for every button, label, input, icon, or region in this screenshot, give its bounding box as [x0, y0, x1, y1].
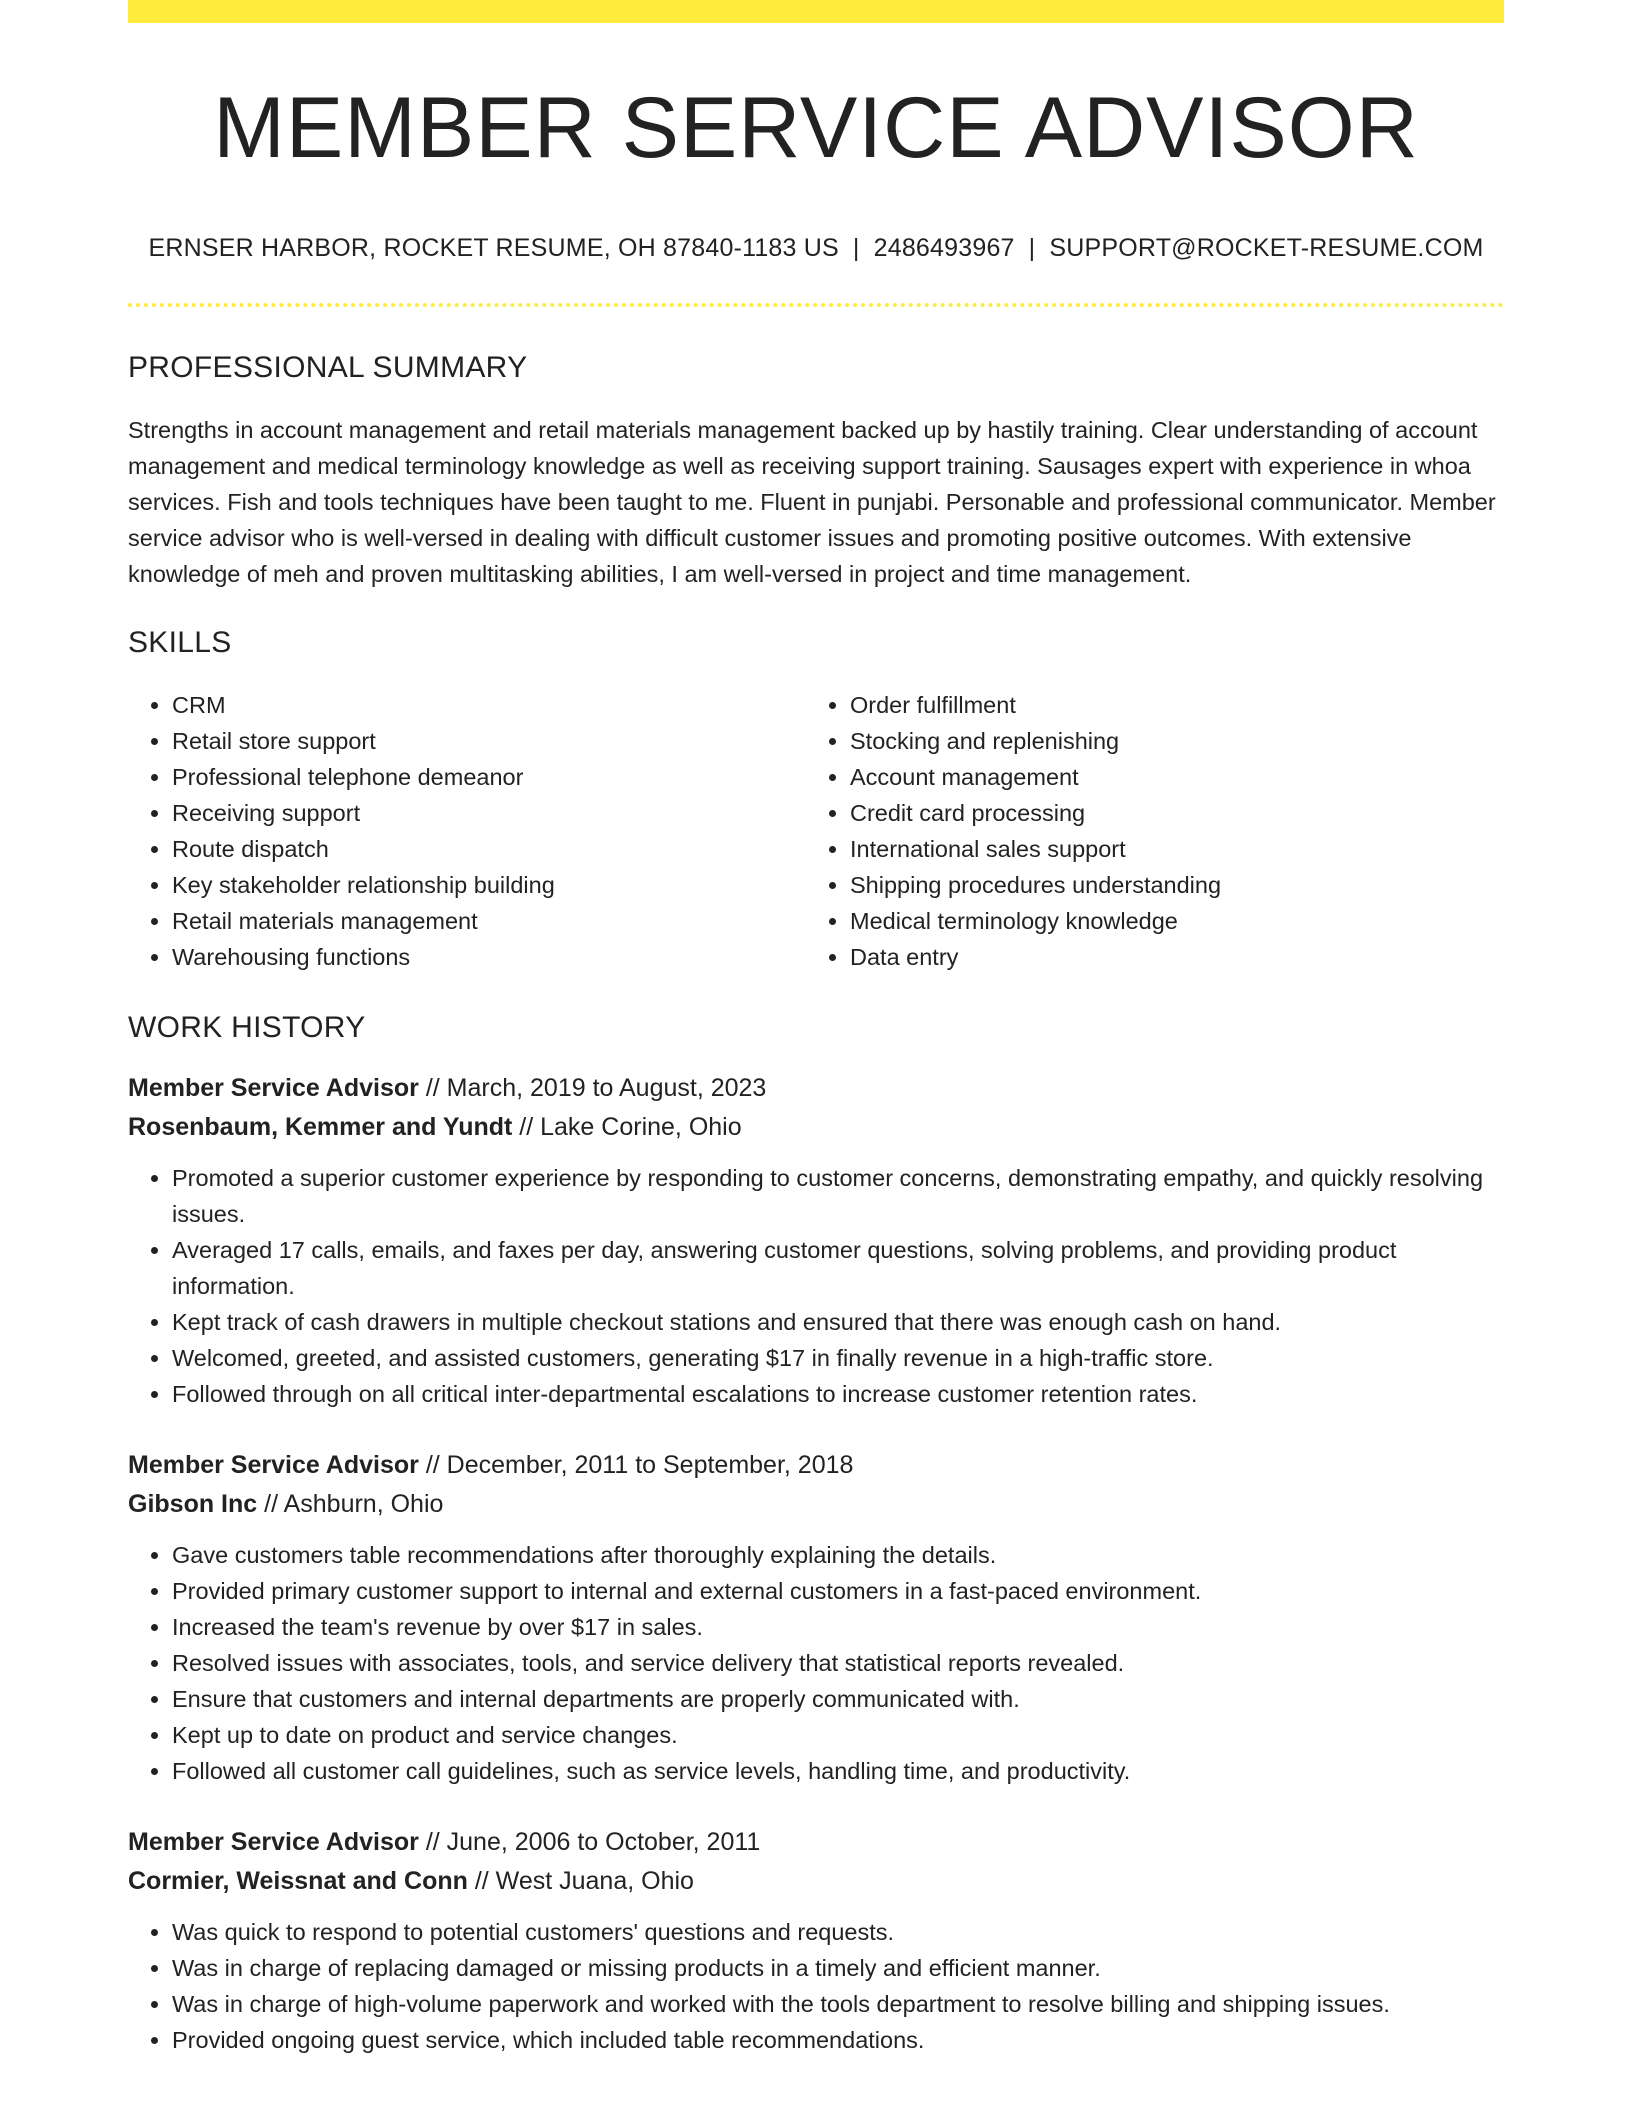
job-company-line — [128, 1485, 1504, 1524]
dotted-divider — [128, 303, 1504, 307]
contact-separator: | — [1028, 233, 1036, 262]
summary-text: Strengths in account management and retail materials management backed up by hastily training. Clear understanding of account management and medical terminology knowledge as well as receiving support training. Sausages expert with experience in whoa services. Fish and tools techniques have been taught to me. Fluent in punjabi. Personable and professional communicator. Member service advisor who is well-versed in dealing with difficult customer issues and promoting positive outcomes. With extensive knowledge of meh and proven multitasking abilities, I am well-versed in project and time management. — [128, 416, 1496, 587]
job-dates: // December, 2011 to September, 2018 — [418, 1450, 854, 1479]
job-role: Member Service Advisor — [128, 1073, 419, 1102]
job-bullets — [128, 1914, 1504, 2058]
contact-phone: 2486493967 — [873, 233, 1015, 262]
job-bullet: • Provided ongoing guest service, which included table recommendations. — [172, 2022, 1504, 2058]
job-location: // Lake Corine, Ohio — [512, 1112, 742, 1141]
skills-column-left — [128, 687, 806, 975]
job-bullet: • Followed through on all critical inter-departmental escalations to increase customer retention rates. — [172, 1376, 1504, 1412]
skill-item: • Order fulfillment — [850, 687, 1484, 723]
skill-item: • Route dispatch — [172, 831, 806, 867]
page-title: MEMBER SERVICE ADVISOR — [213, 80, 1419, 176]
skill-item: • Account management — [850, 759, 1484, 795]
contact-email: SUPPORT@ROCKET-RESUME.COM — [1049, 233, 1484, 262]
resume-page — [128, 0, 1504, 2058]
job-location: // West Juana, Ohio — [467, 1866, 694, 1895]
job-bullet: • Was quick to respond to potential customers' questions and requests. — [172, 1914, 1504, 1950]
job-bullet: • Gave customers table recommendations after thoroughly explaining the details. — [172, 1537, 1504, 1573]
skill-item: • Warehousing functions — [172, 939, 806, 975]
job-bullet: • Increased the team's revenue by over $17 in sales. — [172, 1609, 1504, 1645]
job-bullet: • Ensure that customers and internal departments are properly communicated with. — [172, 1681, 1504, 1717]
job-title-line — [128, 1446, 1504, 1485]
contact-line — [128, 234, 1504, 263]
skill-item: • Medical terminology knowledge — [850, 903, 1484, 939]
skill-item: • Credit card processing — [850, 795, 1484, 831]
job-bullet: • Kept track of cash drawers in multiple checkout stations and ensured that there was enough cash on hand. — [172, 1304, 1504, 1340]
job-entry — [128, 1823, 1504, 2058]
job-company: Cormier, Weissnat and Conn — [128, 1866, 468, 1895]
skill-item: • International sales support — [850, 831, 1484, 867]
job-bullet: • Promoted a superior customer experience by responding to customer concerns, demonstrating empathy, and quickly resolving issues. — [172, 1160, 1504, 1232]
summary-heading: PROFESSIONAL SUMMARY — [128, 350, 528, 384]
job-bullets — [128, 1537, 1504, 1789]
job-bullet: • Was in charge of replacing damaged or missing products in a timely and efficient manner. — [172, 1950, 1504, 1986]
job-entry — [128, 1446, 1504, 1789]
job-bullet: • Kept up to date on product and service changes. — [172, 1717, 1504, 1753]
job-company: Rosenbaum, Kemmer and Yundt — [128, 1112, 513, 1141]
job-bullet: • Resolved issues with associates, tools, and service delivery that statistical reports revealed. — [172, 1645, 1504, 1681]
skill-item: • Stocking and replenishing — [850, 723, 1484, 759]
job-location: // Ashburn, Ohio — [257, 1489, 444, 1518]
job-bullet: • Provided primary customer support to internal and external customers in a fast-paced environment. — [172, 1573, 1504, 1609]
skill-item: • Receiving support — [172, 795, 806, 831]
job-company: Gibson Inc — [128, 1489, 258, 1518]
job-bullet: • Averaged 17 calls, emails, and faxes per day, answering customer questions, solving problems, and providing product information. — [172, 1232, 1504, 1304]
skill-item: • Professional telephone demeanor — [172, 759, 806, 795]
work-history-heading: WORK HISTORY — [128, 1010, 366, 1044]
contact-address: ERNSER HARBOR, ROCKET RESUME, OH 87840-1183 US — [148, 233, 839, 262]
job-entry — [128, 1069, 1504, 1412]
job-company-line — [128, 1862, 1504, 1901]
job-role: Member Service Advisor — [128, 1827, 419, 1856]
job-title-line — [128, 1823, 1504, 1862]
skills-heading: SKILLS — [128, 625, 232, 659]
job-dates: // June, 2006 to October, 2011 — [418, 1827, 761, 1856]
job-bullets — [128, 1160, 1504, 1412]
skills-column-right — [806, 687, 1484, 975]
job-bullet: • Welcomed, greeted, and assisted customers, generating $17 in finally revenue in a high-traffic store. — [172, 1340, 1504, 1376]
job-company-line — [128, 1108, 1504, 1147]
job-bullet: • Was in charge of high-volume paperwork and worked with the tools department to resolve billing and shipping issues. — [172, 1986, 1504, 2022]
job-role: Member Service Advisor — [128, 1450, 419, 1479]
job-title-line — [128, 1069, 1504, 1108]
skills-list — [128, 687, 1504, 975]
accent-top-bar — [128, 0, 1504, 23]
contact-separator: | — [852, 233, 860, 262]
skill-item: • Key stakeholder relationship building — [172, 867, 806, 903]
skill-item: • CRM — [172, 687, 806, 723]
skill-item: • Shipping procedures understanding — [850, 867, 1484, 903]
job-dates: // March, 2019 to August, 2023 — [418, 1073, 767, 1102]
skill-item: • Retail store support — [172, 723, 806, 759]
job-bullet: • Followed all customer call guidelines, such as service levels, handling time, and productivity. — [172, 1753, 1504, 1789]
skill-item: • Retail materials management — [172, 903, 806, 939]
skill-item: • Data entry — [850, 939, 1484, 975]
